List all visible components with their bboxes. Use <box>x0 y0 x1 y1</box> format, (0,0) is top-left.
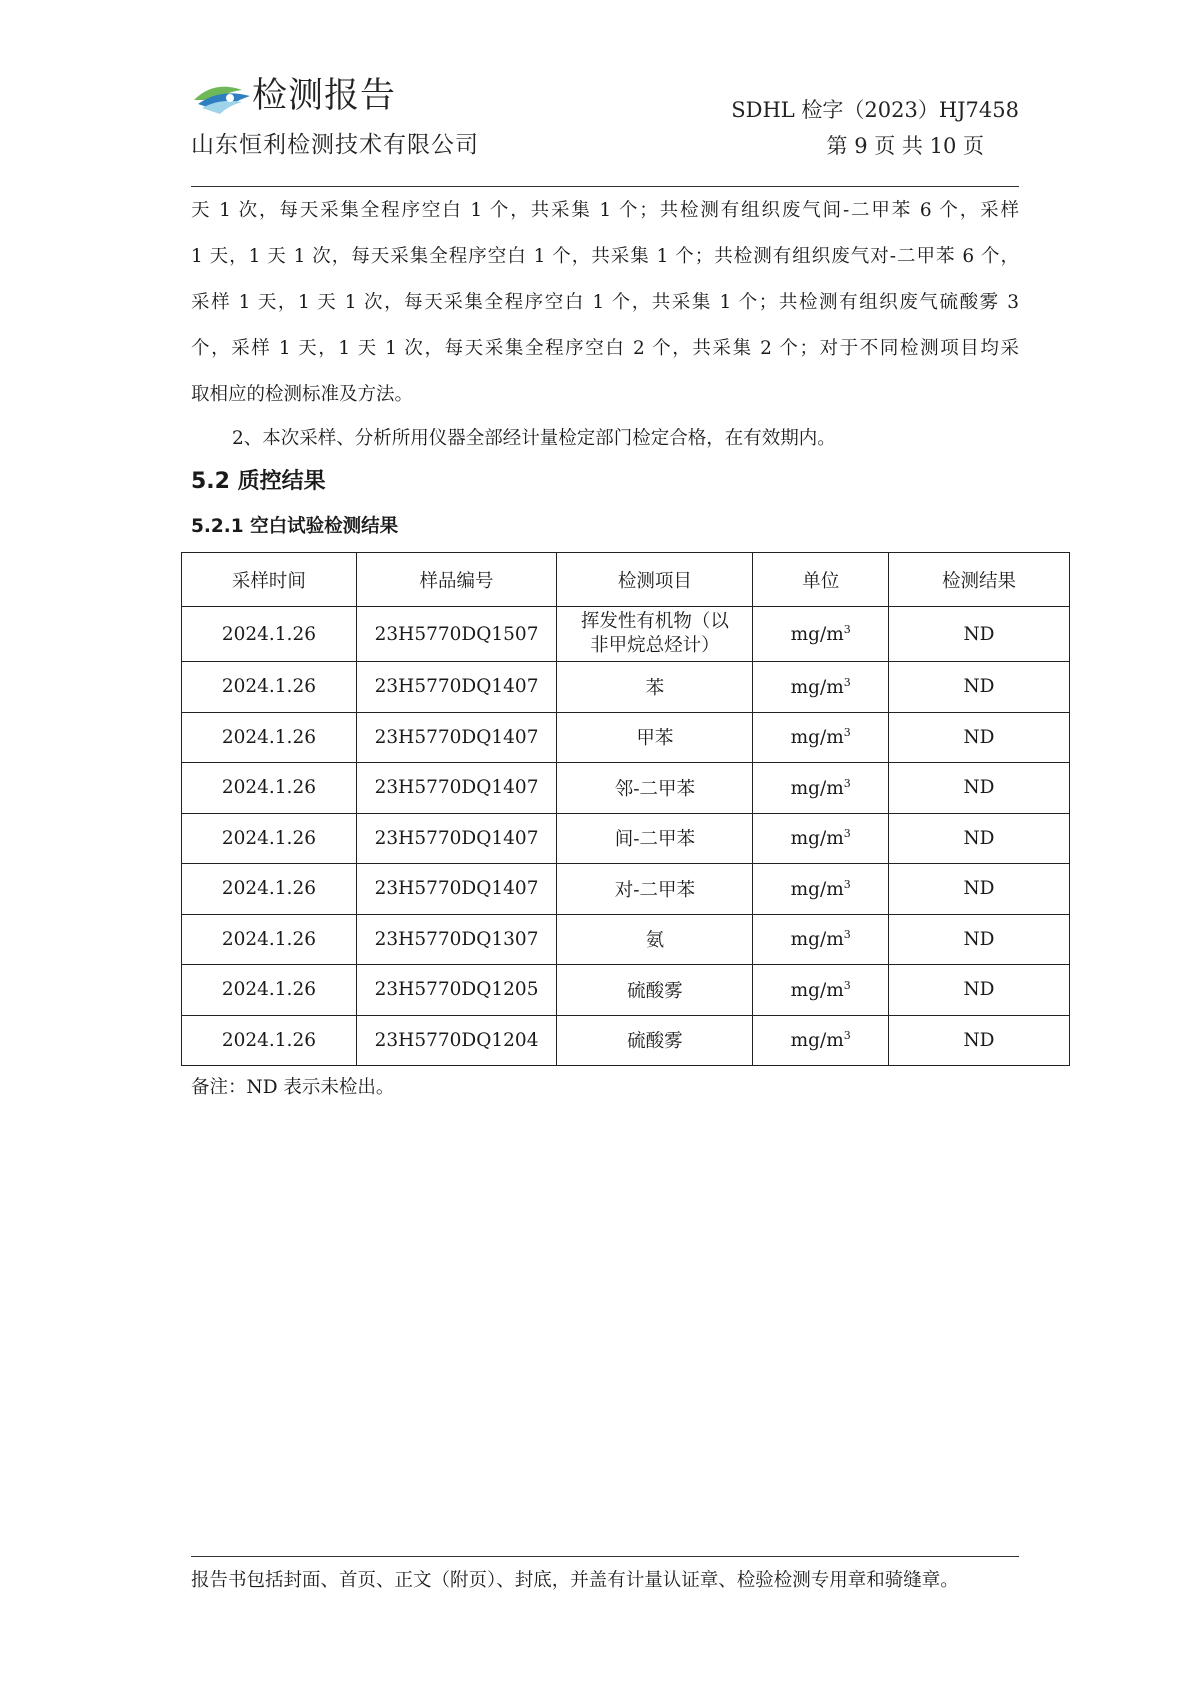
unit-exponent: 3 <box>843 726 851 740</box>
header-sampling-time: 采样时间 <box>182 553 357 607</box>
unit-base: mg/m <box>790 979 844 1001</box>
cell-item: 间-二甲苯 <box>557 813 753 864</box>
unit-exponent: 3 <box>843 928 851 942</box>
cell-result: ND <box>888 662 1069 713</box>
cell-item <box>557 607 753 662</box>
unit-exponent: 3 <box>843 978 851 992</box>
table-row <box>182 607 1070 662</box>
unit-base: mg/m <box>790 676 844 698</box>
table-row <box>182 914 1070 965</box>
table-row <box>182 712 1070 763</box>
cell-unit <box>753 965 889 1016</box>
cell-result: ND <box>888 1015 1069 1066</box>
unit-exponent: 3 <box>843 827 851 841</box>
cell-sample-id: 23H5770DQ1205 <box>356 965 556 1016</box>
paragraph-line: 个，采样 1 天，1 天 1 次，每天采集全程序空白 2 个，共采集 2 个；对于不同检测项目均采 <box>191 338 1019 359</box>
cell-sample-id: 23H5770DQ1204 <box>356 1015 556 1066</box>
cell-result: ND <box>888 914 1069 965</box>
table-header-row <box>182 553 1070 607</box>
item-text: 挥发性有机物（以非甲烷总烃计） <box>580 611 729 656</box>
cell-date: 2024.1.26 <box>182 763 357 814</box>
cell-unit <box>753 914 889 965</box>
cell-date: 2024.1.26 <box>182 813 357 864</box>
cell-unit <box>753 813 889 864</box>
cell-result: ND <box>888 763 1069 814</box>
cell-date: 2024.1.26 <box>182 607 357 662</box>
cell-unit <box>753 607 889 662</box>
cell-sample-id: 23H5770DQ1407 <box>356 662 556 713</box>
unit-base: mg/m <box>790 828 844 850</box>
report-title: 检测报告 <box>252 76 397 116</box>
paragraph-line: 取相应的检测标准及方法。 <box>191 384 414 405</box>
header-unit: 单位 <box>753 553 889 607</box>
footer-divider <box>191 1556 1019 1557</box>
cell-sample-id: 23H5770DQ1407 <box>356 864 556 915</box>
blank-test-results-table <box>181 552 1070 1066</box>
table-row <box>182 1015 1070 1066</box>
subsection-heading: 5.2.1 空白试验检测结果 <box>191 516 399 537</box>
cell-result: ND <box>888 965 1069 1016</box>
cell-unit <box>753 763 889 814</box>
cell-result: ND <box>888 607 1069 662</box>
company-logo-icon <box>192 78 252 118</box>
unit-base: mg/m <box>790 777 844 799</box>
unit-exponent: 3 <box>843 1029 851 1043</box>
cell-sample-id: 23H5770DQ1407 <box>356 712 556 763</box>
cell-date: 2024.1.26 <box>182 662 357 713</box>
cell-unit <box>753 1015 889 1066</box>
footer-text: 报告书包括封面、首页、正文（附页）、封底，并盖有计量认证章、检验检测专用章和骑缝章。 <box>191 1570 959 1591</box>
header-sample-id: 样品编号 <box>356 553 556 607</box>
table-row <box>182 662 1070 713</box>
cell-item: 甲苯 <box>557 712 753 763</box>
cell-unit <box>753 712 889 763</box>
unit-base: mg/m <box>790 624 844 646</box>
cell-result: ND <box>888 813 1069 864</box>
cell-item: 氨 <box>557 914 753 965</box>
unit-exponent: 3 <box>843 622 851 636</box>
cell-unit <box>753 864 889 915</box>
paragraph-line: 采样 1 天，1 天 1 次，每天采集全程序空白 1 个，共采集 1 个；共检测有组织废气硫酸雾 3 <box>191 292 1019 313</box>
cell-item: 硫酸雾 <box>557 965 753 1016</box>
unit-exponent: 3 <box>843 675 851 689</box>
unit-base: mg/m <box>790 929 844 951</box>
body-paragraph <box>191 196 1019 426</box>
cell-item: 苯 <box>557 662 753 713</box>
cell-result: ND <box>888 864 1069 915</box>
cell-unit <box>753 662 889 713</box>
document-number: SDHL 检字（2023）HJ7458 <box>731 98 1019 122</box>
cell-date: 2024.1.26 <box>182 965 357 1016</box>
cell-date: 2024.1.26 <box>182 864 357 915</box>
table-row <box>182 763 1070 814</box>
unit-base: mg/m <box>790 727 844 749</box>
cell-result: ND <box>888 712 1069 763</box>
cell-date: 2024.1.26 <box>182 1015 357 1066</box>
paragraph-line: 天 1 次，每天采集全程序空白 1 个，共采集 1 个；共检测有组织废气间-二甲苯 6 个，采样 <box>191 200 1019 221</box>
unit-base: mg/m <box>790 878 844 900</box>
table-row <box>182 965 1070 1016</box>
header-test-item: 检测项目 <box>557 553 753 607</box>
cell-item: 硫酸雾 <box>557 1015 753 1066</box>
cell-date: 2024.1.26 <box>182 914 357 965</box>
header-divider <box>191 186 1019 187</box>
page-number: 第 9 页 共 10 页 <box>826 134 984 158</box>
cell-sample-id: 23H5770DQ1407 <box>356 763 556 814</box>
cell-sample-id: 23H5770DQ1507 <box>356 607 556 662</box>
unit-exponent: 3 <box>843 776 851 790</box>
table-row <box>182 864 1070 915</box>
instrument-statement: 2、本次采样、分析所用仪器全部经计量检定部门检定合格，在有效期内。 <box>232 428 836 449</box>
cell-item: 对-二甲苯 <box>557 864 753 915</box>
unit-exponent: 3 <box>843 877 851 891</box>
company-name: 山东恒利检测技术有限公司 <box>191 132 479 158</box>
cell-date: 2024.1.26 <box>182 712 357 763</box>
table-note: 备注：ND 表示未检出。 <box>191 1077 395 1098</box>
table-row <box>182 813 1070 864</box>
unit-base: mg/m <box>790 1030 844 1052</box>
paragraph-line: 1 天，1 天 1 次，每天采集全程序空白 1 个，共采集 1 个；共检测有组织废气对-二甲苯 6 个， <box>191 246 1019 267</box>
cell-sample-id: 23H5770DQ1307 <box>356 914 556 965</box>
cell-sample-id: 23H5770DQ1407 <box>356 813 556 864</box>
cell-item: 邻-二甲苯 <box>557 763 753 814</box>
section-heading: 5.2 质控结果 <box>191 469 326 494</box>
header-result: 检测结果 <box>888 553 1069 607</box>
